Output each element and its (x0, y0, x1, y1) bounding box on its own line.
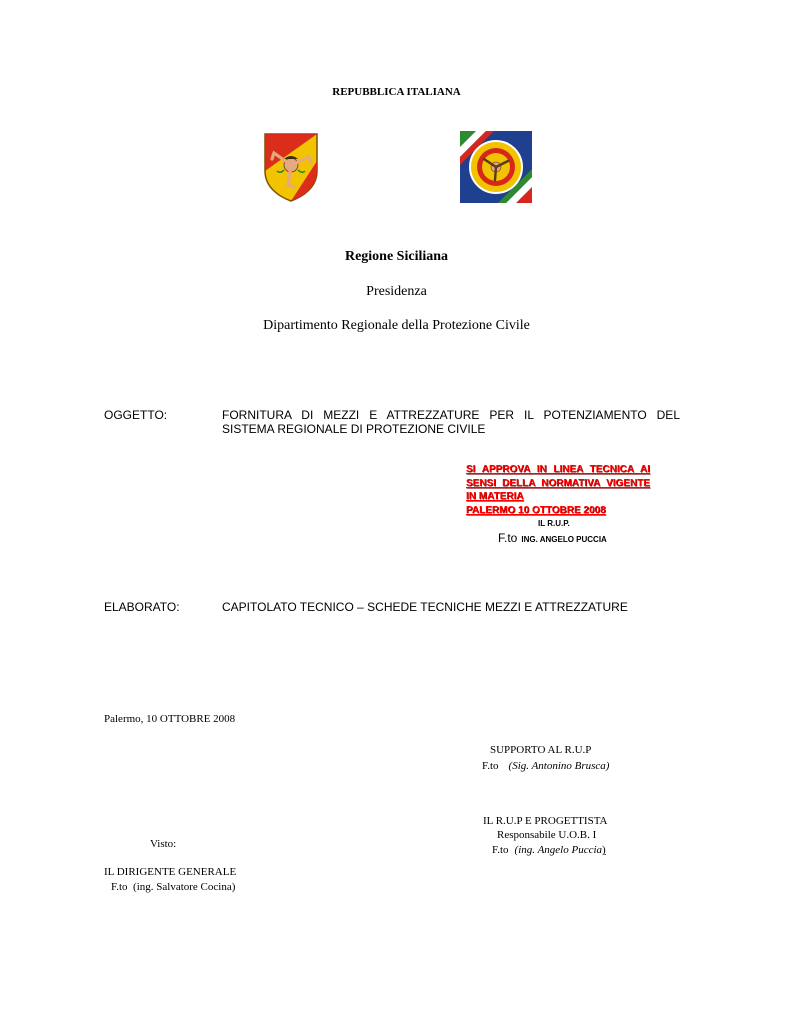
approval-line: IN MATERIA (466, 491, 524, 502)
director-signature: F.to (ing. Salvatore Cocina) (111, 881, 236, 893)
subject-value: FORNITURA DI MEZZI E ATTREZZATURE PER IL POTENZIAMENTO DEL SISTEMA REGIONALE DI PROTEZIONE CIVILE (222, 408, 680, 436)
office-name: Presidenza (366, 284, 427, 299)
civil-protection-emblem-icon (460, 131, 532, 203)
approval-signature (498, 531, 607, 545)
department-name: Dipartimento Regionale della Protezione Civile (263, 318, 530, 333)
approval-rup-name: ING. ANGELO PUCCIA (521, 535, 607, 544)
header-title: REPUBBLICA ITALIANA (332, 86, 461, 98)
visto-label: Visto: (150, 838, 177, 850)
rup-role: Responsabile U.O.B. I (497, 829, 597, 841)
document-value: CAPITOLATO TECNICO – SCHEDE TECNICHE MEZZI E ATTREZZATURE (222, 600, 628, 614)
document-label: ELABORATO: (104, 600, 180, 614)
approval-date: PALERMO 10 OTTOBRE 2008 (466, 504, 606, 516)
sicily-crest-icon (262, 131, 320, 203)
rup-fto: F.to (492, 844, 509, 856)
director-title: IL DIRIGENTE GENERALE (104, 866, 237, 878)
approval-line: SENSI DELLA NORMATIVA VIGENTE (466, 477, 650, 489)
approval-stamp (466, 463, 650, 517)
rup-name: (ing. Angelo Puccia (514, 844, 603, 856)
approval-rup-label: IL R.U.P. (538, 519, 570, 528)
rup-name-closing: ) (602, 844, 606, 856)
support-signature (482, 760, 609, 772)
approval-line: SI APPROVA IN LINEA TECNICA AI (466, 464, 650, 475)
approval-fto: F.to (498, 531, 518, 545)
support-name: (Sig. Antonino Brusca) (508, 760, 610, 772)
place-date: Palermo, 10 OTTOBRE 2008 (104, 713, 236, 725)
rup-title: IL R.U.P E PROGETTISTA (483, 815, 608, 827)
region-name: Regione Siciliana (344, 249, 449, 264)
support-fto: F.to (482, 760, 499, 772)
support-title: SUPPORTO AL R.U.P (490, 744, 592, 756)
subject-label: OGGETTO: (104, 408, 168, 422)
rup-signature (492, 844, 606, 856)
